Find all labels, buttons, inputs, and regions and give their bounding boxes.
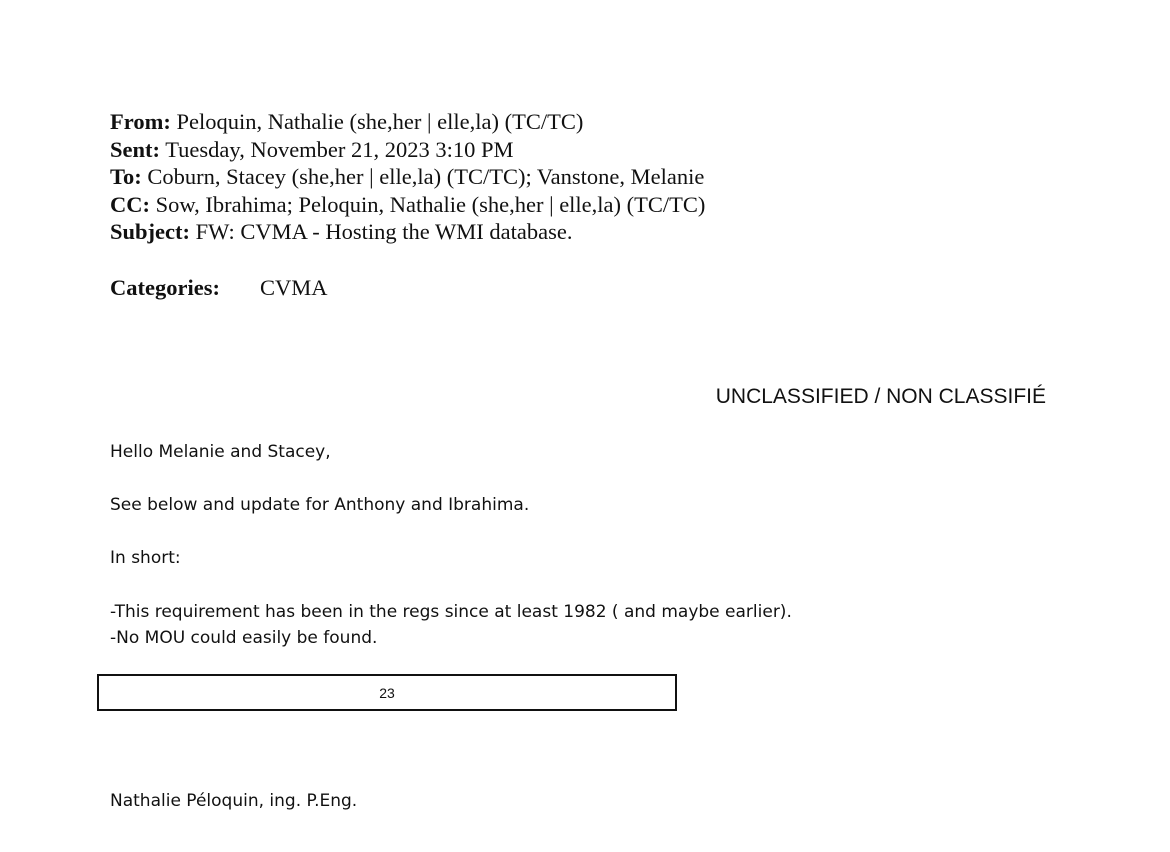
categories-line [110, 274, 328, 301]
greeting: Hello Melanie and Stacey, [110, 442, 331, 462]
bullet-list [110, 599, 792, 651]
categories-value: CVMA [260, 275, 328, 300]
sent-label: Sent: [110, 136, 160, 162]
redaction-box [97, 674, 677, 711]
cc-label: CC: [110, 191, 150, 217]
signature: Nathalie Péloquin, ing. P.Eng. [110, 791, 358, 811]
classification-marking: UNCLASSIFIED / NON CLASSIFIÉ [715, 385, 1046, 408]
subject-line [110, 218, 705, 246]
subject-label: Subject: [110, 219, 190, 244]
bullet-item: -This requirement has been in the regs since at least 1982 ( and maybe earlier). [110, 602, 792, 622]
in-short-paragraph: In short: [110, 548, 181, 568]
cc-line [110, 191, 705, 219]
see-below-paragraph: See below and update for Anthony and Ibrahima. [110, 495, 530, 515]
from-line [110, 108, 705, 136]
categories-label: Categories: [110, 275, 220, 300]
cc-value: Sow, Ibrahima; Peloquin, Nathalie (she,her | elle,la) (TC/TC) [155, 191, 706, 217]
email-header [110, 108, 705, 246]
sent-line [110, 136, 705, 164]
to-line [110, 163, 705, 191]
to-value: Coburn, Stacey (she,her | elle,la) (TC/TC); Vanstone, Melanie [147, 164, 705, 189]
subject-value: FW: CVMA - Hosting the WMI database. [195, 219, 573, 244]
sent-value: Tuesday, November 21, 2023 3:10 PM [165, 136, 514, 162]
to-label: To: [110, 164, 142, 189]
bullet-item: -No MOU could easily be found. [110, 628, 378, 648]
from-label: From: [110, 109, 171, 134]
from-value: Peloquin, Nathalie (she,her | elle,la) (TC/TC) [176, 109, 584, 134]
redaction-code: 23 [379, 684, 395, 701]
